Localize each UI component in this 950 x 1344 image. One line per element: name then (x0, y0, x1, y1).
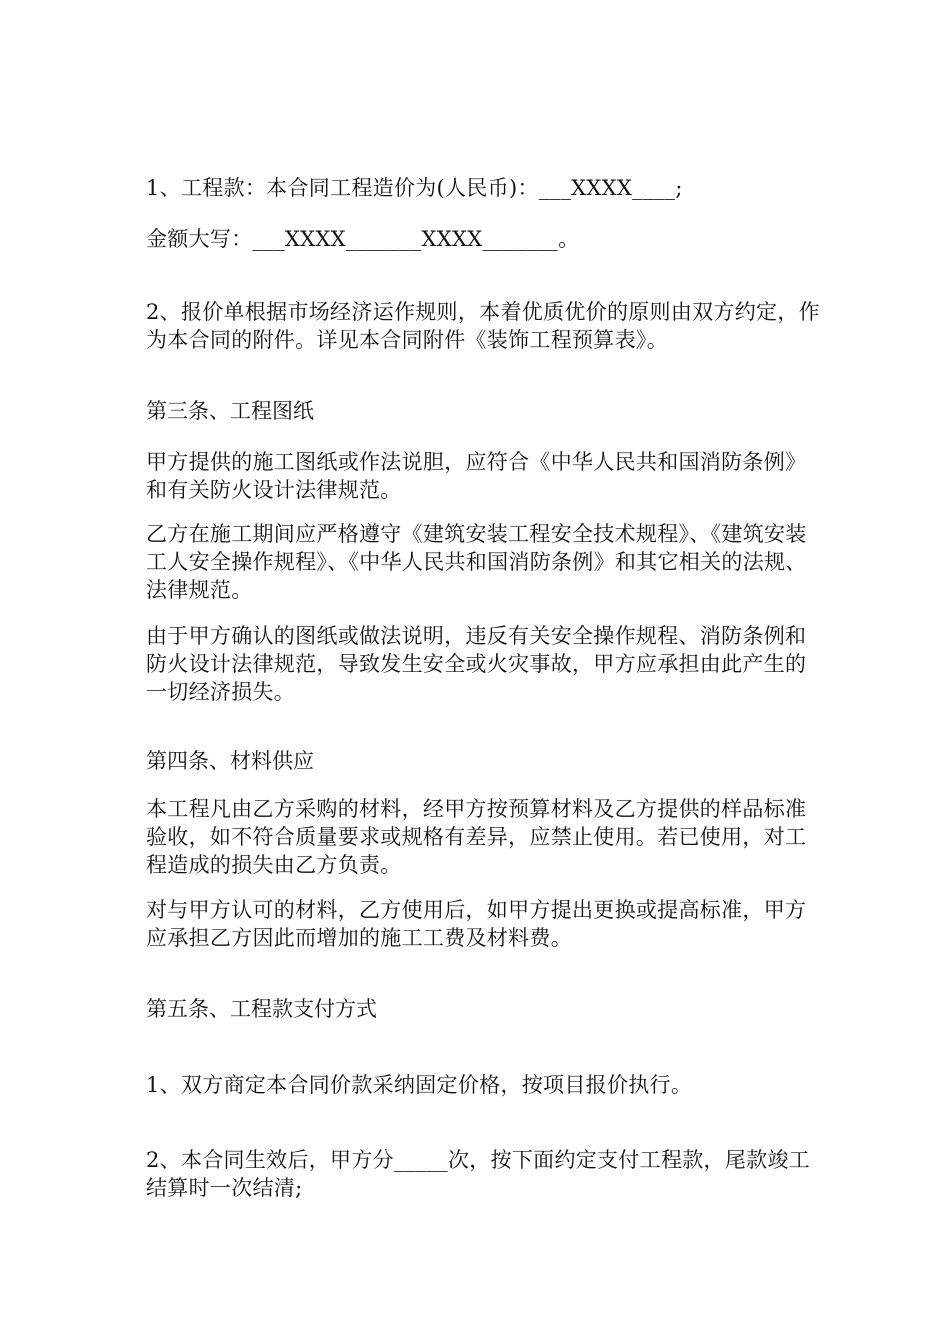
materials-paragraph-1: 本工程凡由乙方采购的材料，经甲方按预算材料及乙方提供的样品标准验收，如不符合质量要求或规格有差异，应禁止使用。若已使用，对工程造成的损失由乙方负责。 (146, 797, 807, 877)
drawings-paragraph-1: 甲方提供的施工图纸或作法说胆，应符合《中华人民共和国消防条例》和有关防火设计法律规范。 (146, 450, 807, 502)
drawings-paragraph-2: 乙方在施工期间应严格遵守《建筑安装工程安全技术规程》、《建筑安装工人安全操作规程》、《中华人民共和国消防条例》和其它相关的法规、法律规范。 (146, 522, 807, 602)
article-five-heading: 第五条、工程款支付方式 (146, 997, 377, 1021)
payment-method-paragraph-1: 1、双方商定本合同价款采纳固定价格，按项目报价执行。 (146, 1073, 693, 1097)
materials-paragraph-2: 对与甲方认可的材料，乙方使用后，如甲方提出更换或提高标准，甲方应承担乙方因此而增加的施工工费及材料费。 (146, 898, 807, 950)
article-four-heading: 第四条、材料供应 (146, 749, 314, 773)
drawings-paragraph-3: 由于甲方确认的图纸或做法说明，违反有关安全操作规程、消防条例和防火设计法律规范，导致发生安全或火灾事故，甲方应承担由此产生的一切经济损失。 (146, 624, 807, 704)
article-three-heading: 第三条、工程图纸 (146, 399, 314, 423)
payment-method-paragraph-2: 2、本合同生效后，甲方分_____次，按下面约定支付工程款，尾款竣工结算时一次结清; (146, 1148, 811, 1200)
payment-amount-line: 1、工程款：本合同工程造价为(人民币)：___XXXX____; (146, 176, 683, 200)
quotation-paragraph: 2、报价单根据市场经济运作规则，本着优质优价的原则由双方约定，作为本合同的附件。详见本合同附件《装饰工程预算表》。 (146, 300, 820, 352)
amount-in-words-line: 金额大写：___XXXX_______XXXX_______。 (146, 227, 580, 251)
